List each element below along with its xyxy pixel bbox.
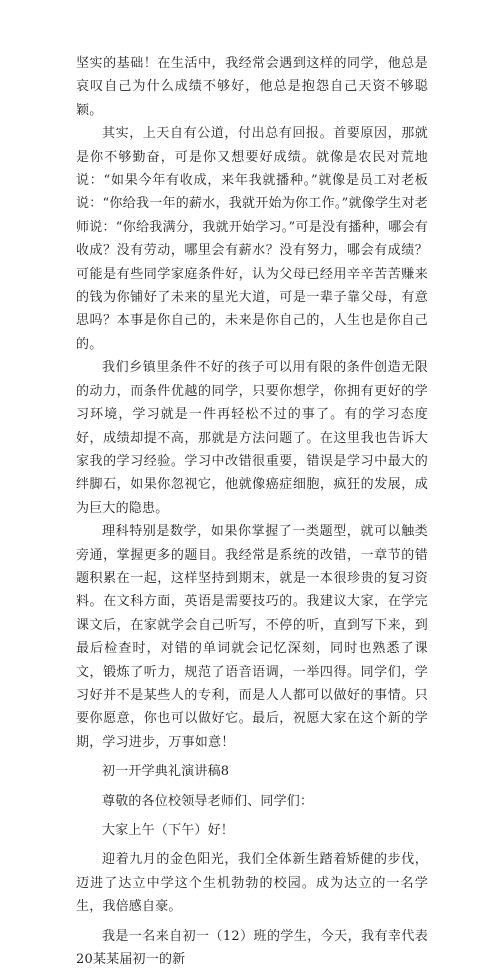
paragraph-2: 其实，上天自有公道，付出总有回报。首要原因，那就是你不够勤奋，可是你又想要好成绩。就像是农民对荒地说：“如果今年有收成，来年我就播种。”就像是员工对老板说：“你给我一年的薪水，我就开始为你工作。”就像学生对老师说：“你给我满分，我就开始学习。”可是没有播种，哪会有收成？没有劳动，哪里会有薪水？没有努力，哪会有成绩？可能是有些同学家庭条件好，认为父母已经用辛辛苦苦赚来的钱为你铺好了未来的星光大道，可是一辈子靠父母，有意思吗？本事是你自己的，未来是你自己的，人生也是你自己的。 — [76, 126, 428, 352]
paragraph-5: 迎着九月的金色阳光，我们全体新生踏着矫健的步伐，迈进了达立中学这个生机勃勃的校园。成为达立的一名学生，我倍感自豪。 — [76, 852, 428, 915]
paragraph-1: 坚实的基础！在生活中，我经常会遇到这样的同学，他总是哀叹自己为什么成绩不够好，他总是抱怨自己天资不够聪颖。 — [76, 56, 428, 118]
paragraph-6: 我是一名来自初一（12）班的学生，今天，我有幸代表20某某届初一的新 — [76, 928, 428, 968]
greeting: 大家上午（下午）好！ — [102, 823, 235, 838]
speech-title: 初一开学典礼演讲稿8 — [102, 764, 230, 780]
paragraph-3: 我们乡镇里条件不好的孩子可以用有限的条件创造无限的动力，而条件优越的同学，只要你想学，你拥有更好的学习环境，学习就是一件再轻松不过的事了。有的学习态度好，成绩却提不高，那就是方法问题了。在这里我也告诉大家我的学习经验。学习中改错很重要，错误是学习中最大的绊脚石，如果你忽视它，他就像癌症细胞，疯狂的发展，成为巨大的隐患。 — [76, 360, 428, 516]
paragraph-4: 理科特别是数学，如果你掌握了一类题型，就可以触类旁通，掌握更多的题目。我经常是系统的改错，一章节的错题积累在一起，这样坚持到期末，就是一本很珍贵的复习资料。在文科方面，英语是需要技巧的。我建议大家，在学完课文后，在家就学会自己听写，不停的听，直到写下来，到最后检查时，对错的单词就会记忆深刻，同时也熟悉了课文，锻炼了听力，规范了语音语调，一举四得。同学们，学习好并不是某些人的专利，而是人人都可以做好的事情。只要你愿意，你也可以做好它。最后，祝愿大家在这个新的学期，学习进步，万事如意！ — [76, 524, 428, 750]
salutation: 尊敬的各位校领导老师们、同学们： — [102, 793, 314, 809]
